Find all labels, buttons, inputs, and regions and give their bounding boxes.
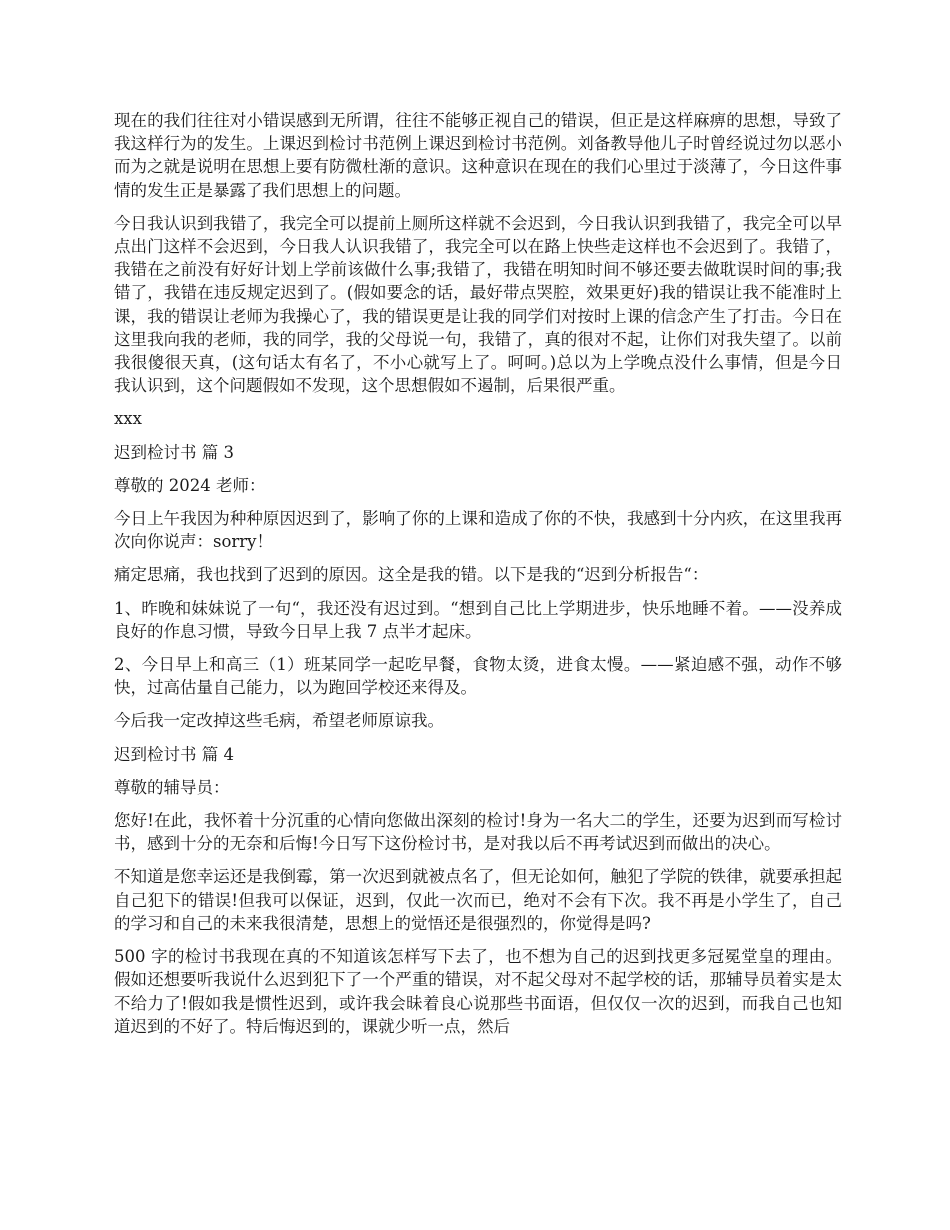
salutation: 尊敬的 2024 老师： <box>114 475 266 495</box>
signature-placeholder: xxx <box>114 409 142 429</box>
section-heading: 迟到检讨书 篇 3 <box>114 442 234 462</box>
salutation: 尊敬的辅导员： <box>114 777 230 797</box>
section-heading: 迟到检讨书 篇 4 <box>114 744 234 764</box>
paragraph: 不知道是您幸运还是我倒霉，第一次迟到就被点名了，但无论如何，触犯了学院的铁律，就要承担起自己犯下的错误!但我可以保证，迟到，仅此一次而已，绝对不会有下次。我不再是小学生了，自己的学习和自己的未来我很清楚，思想上的觉悟还是很强烈的，你觉得是吗? <box>114 867 842 933</box>
list-item: 1、昨晚和妹妹说了一句“，我还没有迟过到。“想到自己比上学期进步，快乐地睡不着。——没养成良好的作息习惯，导致今日早上我 7 点半才起床。 <box>114 598 842 641</box>
paragraph: 现在的我们往往对小错误感到无所谓，往往不能够正视自己的错误，但正是这样麻痹的思想，导致了我这样行为的发生。上课迟到检讨书范例上课迟到检讨书范例。刘备教导他儿子时曾经说过勿以恶小而为之就是说明在思想上要有防微杜渐的意识。这种意识在现在的我们心里过于淡薄了，今日这件事情的发生正是暴露了我们思想上的问题。 <box>114 111 842 200</box>
list-item: 2、今日早上和高三（1）班某同学一起吃早餐，食物太烫，进食太慢。——紧迫感不强，动作不够快，过高估量自己能力，以为跑回学校还来得及。 <box>114 655 842 698</box>
paragraph: 今后我一定改掉这些毛病，希望老师原谅我。 <box>114 711 444 731</box>
document-body <box>114 109 842 1048</box>
paragraph: 今日我认识到我错了，我完全可以提前上厕所这样就不会迟到，今日我认识到我错了，我完全可以早点出门这样不会迟到，今日我人认识我错了，我完全可以在路上快些走这样也不会迟到了。我错了，我错在之前没有好好计划上学前该做什么事;我错了，我错在明知时间不够还要去做耽误时间的事;我错了，我错在违反规定迟到了。(假如要念的话，最好带点哭腔，效果更好)我的错误让我不能准时上课，我的错误让老师为我操心了，我的错误更是让我的同学们对按时上课的信念产生了打击。今日在这里我向我的老师，我的同学，我的父母说一句，我错了，真的很对不起，让你们对我失望了。以前我很傻很天真，(这句话太有名了，不小心就写上了。呵呵。)总以为上学晚点没什么事情，但是今日我认识到，这个问题假如不发现，这个思想假如不遏制，后果很严重。 <box>114 213 842 396</box>
paragraph: 您好!在此，我怀着十分沉重的心情向您做出深刻的检讨!身为一名大二的学生，还要为迟到而写检讨书，感到十分的无奈和后悔!今日写下这份检讨书，是对我以后不再考试迟到而做出的决心。 <box>114 811 842 854</box>
paragraph: 今日上午我因为种种原因迟到了，影响了你的上课和造成了你的不快，我感到十分内疚，在这里我再次向你说声：sorry！ <box>114 509 842 552</box>
paragraph: 痛定思痛，我也找到了迟到的原因。这全是我的错。以下是我的“迟到分析报告“： <box>114 565 709 585</box>
paragraph: 500 字的检讨书我现在真的不知道该怎样写下去了，也不想为自己的迟到找更多冠冕堂皇的理由。假如还想要听我说什么迟到犯下了一个严重的错误，对不起父母对不起学校的话，那辅导员着实是太不给力了!假如我是惯性迟到，或许我会昧着良心说那些书面语，但仅仅一次的迟到，而我自己也知道迟到的不好了。特后悔迟到的，课就少听一点，然后 <box>114 947 842 1036</box>
